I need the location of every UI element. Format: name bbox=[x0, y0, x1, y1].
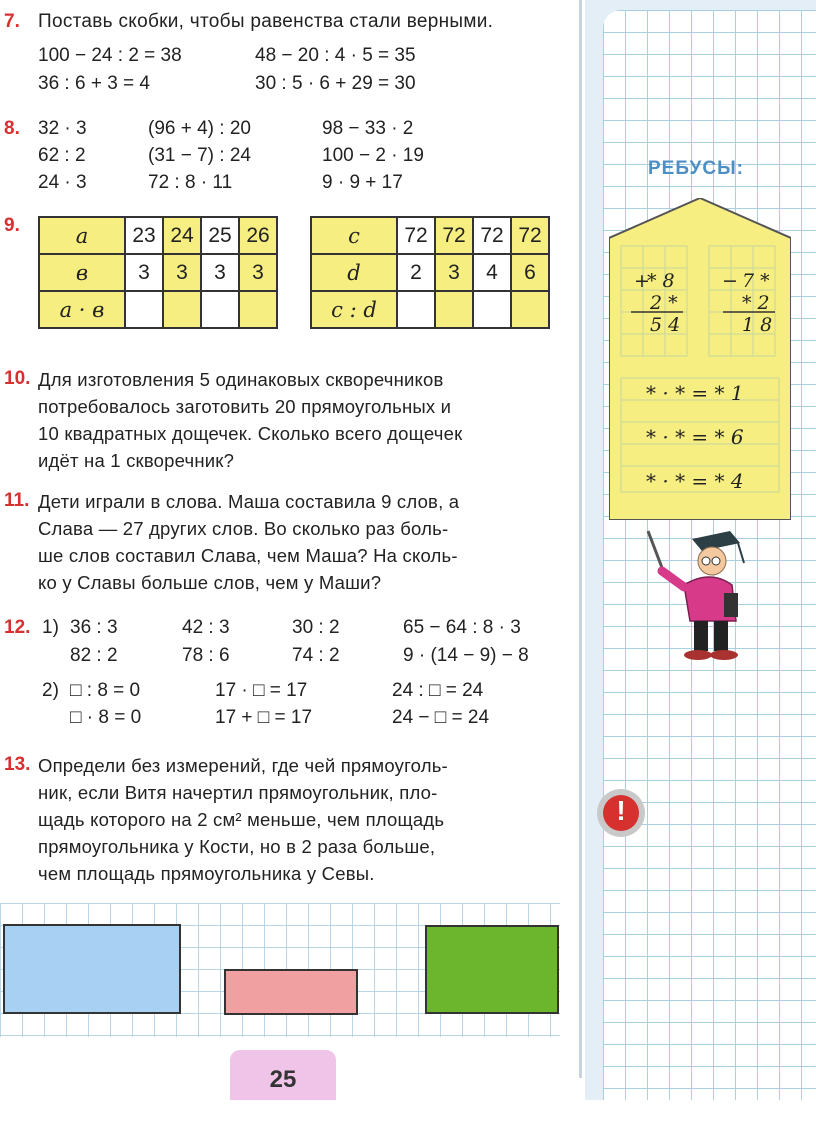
text-line: 10 квадратных дощечек. Сколько всего дощечек bbox=[38, 423, 463, 444]
task-9-number: 9. bbox=[4, 215, 20, 236]
empty-cell bbox=[397, 291, 435, 328]
rebus-product: * · * = * 6 bbox=[646, 425, 744, 449]
task-7-text: Поставь скобки, чтобы равенства стали верными. bbox=[38, 11, 494, 32]
text-line: ко у Славы больше слов, чем у Маши? bbox=[38, 572, 382, 593]
rebus-add-sum: 5 4 bbox=[650, 314, 681, 336]
table-cell: 25 bbox=[201, 217, 239, 254]
text-line: щадь которого на 2 см² меньше, чем площадь bbox=[38, 809, 445, 830]
rebus-add-a: * 8 bbox=[647, 270, 675, 292]
text-line: Дети играли в слова. Маша составила 9 слов, а bbox=[38, 491, 460, 512]
table-cell: 72 bbox=[473, 217, 511, 254]
table-cell: 3 bbox=[125, 254, 163, 291]
alert-mark: ! bbox=[616, 795, 626, 826]
rebus-sub-diff: 1 8 bbox=[742, 314, 773, 336]
empty-cell bbox=[239, 291, 277, 328]
task-12-expr: 82 : 2 bbox=[70, 645, 118, 666]
task-8-expr: 62 : 2 bbox=[38, 145, 86, 166]
table-cell: 4 bbox=[473, 254, 511, 291]
table-row bbox=[39, 217, 277, 254]
rebus-add-sign: + bbox=[634, 270, 650, 292]
task-10-number: 10. bbox=[4, 368, 31, 389]
task-12-eq: □ : 8 = 0 bbox=[70, 680, 141, 701]
task-8-expr: 24 · 3 bbox=[38, 172, 87, 193]
row-label: c bbox=[311, 217, 397, 254]
text-line: ник, если Витя начертил прямоугольник, пло- bbox=[38, 782, 438, 803]
table-cell: 6 bbox=[511, 254, 549, 291]
rebus-sub-a: 7 * bbox=[742, 270, 770, 292]
rebus-add-b: 2 * bbox=[650, 292, 678, 314]
table-row bbox=[39, 254, 277, 291]
table-cell: 72 bbox=[511, 217, 549, 254]
empty-cell bbox=[163, 291, 201, 328]
table-cell: 23 bbox=[125, 217, 163, 254]
task-8-expr: (31 − 7) : 24 bbox=[148, 145, 251, 166]
pink-rectangle bbox=[224, 969, 358, 1015]
text-line: прямоугольника у Кости, но в 2 раза больше, bbox=[38, 836, 436, 857]
table-row bbox=[39, 291, 277, 328]
task-12-eq: 17 + □ = 17 bbox=[215, 707, 313, 728]
row-label: в bbox=[39, 254, 125, 291]
task-12-expr: 30 : 2 bbox=[292, 617, 340, 638]
part-label: 2) bbox=[42, 680, 59, 701]
table-row bbox=[311, 217, 549, 254]
task-11-text bbox=[38, 488, 459, 596]
task-12-expr: 74 : 2 bbox=[292, 645, 340, 666]
task-12-eq: □ · 8 = 0 bbox=[70, 707, 142, 728]
task-12-eq: 24 − □ = 24 bbox=[392, 707, 490, 728]
empty-cell bbox=[473, 291, 511, 328]
task-12-expr: 65 − 64 : 8 · 3 bbox=[403, 617, 521, 638]
task-13-text bbox=[38, 752, 448, 887]
table-cell: 72 bbox=[435, 217, 473, 254]
bottom-margin bbox=[0, 1100, 816, 1133]
part-label: 1) bbox=[42, 617, 59, 638]
task-12-number: 12. bbox=[4, 617, 31, 638]
rebus-product: * · * = * 4 bbox=[646, 469, 744, 493]
empty-cell bbox=[435, 291, 473, 328]
text-line: Для изготовления 5 одинаковых скворечников bbox=[38, 369, 444, 390]
task-12-eq: 17 · □ = 17 bbox=[215, 680, 308, 701]
task-8-expr: (96 + 4) : 20 bbox=[148, 118, 251, 139]
blue-rectangle bbox=[3, 924, 181, 1014]
text-line: ше слов составил Слава, чем Маша? На сколь- bbox=[38, 545, 458, 566]
row-label: a · в bbox=[39, 291, 125, 328]
table-cell: 24 bbox=[163, 217, 201, 254]
table-cell: 3 bbox=[163, 254, 201, 291]
text-line: чем площадь прямоугольника у Севы. bbox=[38, 863, 375, 884]
professor-illustration bbox=[640, 525, 750, 665]
page-number: 25 bbox=[269, 1066, 297, 1093]
table-cell: 3 bbox=[239, 254, 277, 291]
task-12-expr: 36 : 3 bbox=[70, 617, 118, 638]
rebus-title: РЕБУСЫ: bbox=[648, 158, 744, 179]
table-a-b bbox=[38, 216, 278, 329]
task-7-eq: 48 − 20 : 4 · 5 = 35 bbox=[255, 45, 416, 66]
table-row bbox=[311, 291, 549, 328]
row-label: d bbox=[311, 254, 397, 291]
rebus-product: * · * = * 1 bbox=[646, 381, 744, 405]
row-label: a bbox=[39, 217, 125, 254]
table-row bbox=[311, 254, 549, 291]
table-cell: 72 bbox=[397, 217, 435, 254]
text-line: потребовалось заготовить 20 прямоугольных и bbox=[38, 396, 452, 417]
task-8-expr: 100 − 2 · 19 bbox=[322, 145, 424, 166]
empty-cell bbox=[201, 291, 239, 328]
task-7-eq: 36 : 6 + 3 = 4 bbox=[38, 73, 150, 94]
task-7-eq: 30 : 5 · 6 + 29 = 30 bbox=[255, 73, 416, 94]
table-cell: 3 bbox=[435, 254, 473, 291]
task-10-text bbox=[38, 366, 462, 474]
text-line: Слава — 27 других слов. Во сколько раз боль- bbox=[38, 518, 449, 539]
table-cell: 3 bbox=[201, 254, 239, 291]
task-12-expr: 42 : 3 bbox=[182, 617, 230, 638]
task-8-expr: 98 − 33 · 2 bbox=[322, 118, 414, 139]
task-8-expr: 9 · 9 + 17 bbox=[322, 172, 403, 193]
empty-cell bbox=[511, 291, 549, 328]
task-8-expr: 32 · 3 bbox=[38, 118, 87, 139]
table-cell: 2 bbox=[397, 254, 435, 291]
rebus-sub-b: * 2 bbox=[742, 292, 770, 314]
task-12-expr: 9 · (14 − 9) − 8 bbox=[403, 645, 529, 666]
row-label: c : d bbox=[311, 291, 397, 328]
task-12-expr: 78 : 6 bbox=[182, 645, 230, 666]
task-8-expr: 72 : 8 · 11 bbox=[148, 172, 233, 193]
table-c-d bbox=[310, 216, 550, 329]
text-line: идёт на 1 скворечник? bbox=[38, 450, 235, 471]
text-line: Определи без измерений, где чей прямоуголь- bbox=[38, 755, 448, 776]
task-7-eq: 100 − 24 : 2 = 38 bbox=[38, 45, 182, 66]
empty-cell bbox=[125, 291, 163, 328]
task-7-number: 7. bbox=[4, 11, 20, 32]
rebus-sub-sign: − bbox=[722, 270, 738, 292]
task-12-eq: 24 : □ = 24 bbox=[392, 680, 484, 701]
green-rectangle bbox=[425, 925, 559, 1014]
task-11-number: 11. bbox=[4, 490, 30, 511]
task-8-number: 8. bbox=[4, 118, 20, 139]
table-cell: 26 bbox=[239, 217, 277, 254]
task-13-number: 13. bbox=[4, 754, 31, 775]
